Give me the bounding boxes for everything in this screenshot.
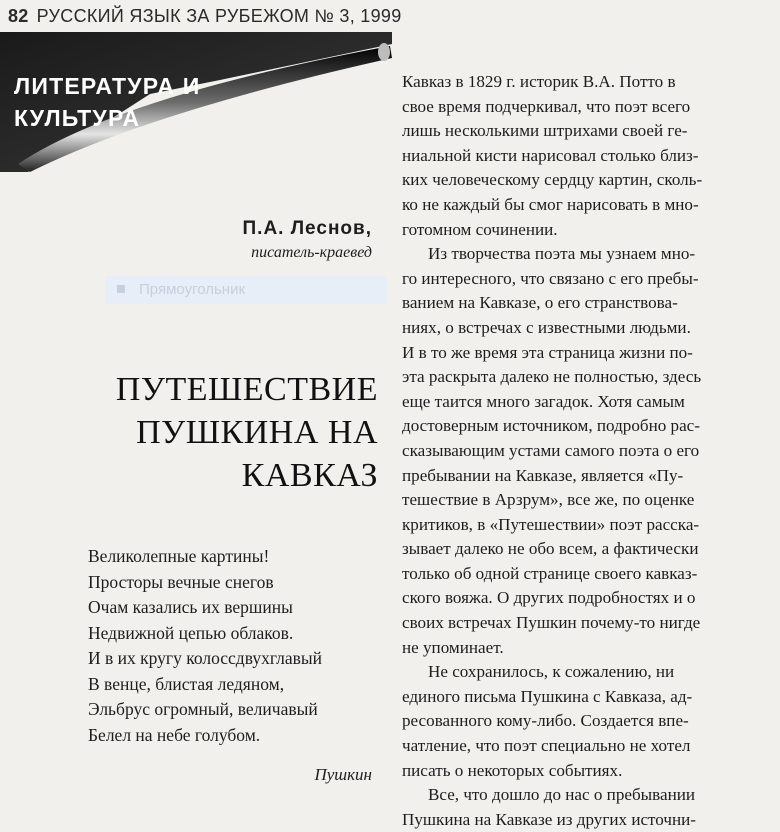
epigraph-attribution: Пушкин [314,765,372,784]
article-body [402,70,772,832]
section-title [14,70,200,134]
body-line: ко не каждый бы смог нарисовать в мно- [402,194,699,214]
poem-line: В венце, блистая ледяном, [88,673,285,694]
body-line: лишь несколькими штрихами своей ге- [402,121,688,141]
poem-line: Просторы вечные снегов [88,571,274,592]
body-line: го интересного, что связано с его пребы- [402,268,699,288]
article-title-line: ПУШКИНА НА [136,414,378,451]
article-title-line: ПУТЕШЕСТВИЕ [115,371,378,408]
body-line: И в то же время эта страница жизни по- [402,342,693,362]
body-line: чатление, что поэт специально не хотел [402,736,691,756]
body-line: Не сохранилось, к сожалению, ни [428,662,675,682]
rectangle-placeholder[interactable] [105,276,387,304]
body-line: зывает далеко не обо всем, а фактически [402,539,699,559]
body-line: Пушкина на Кавказе из других источни- [402,809,696,829]
body-line: ского вояжа. О других подробностях и о [402,588,696,608]
body-line: достоверным источником, подробно рас- [402,416,700,436]
section-banner [0,32,392,172]
poem-line: Великолепные картины! [88,546,270,566]
body-line: сказывающим устами самого поэта о его [402,440,700,460]
body-line: свое время подчеркивал, что поэт всего [402,96,691,116]
article-title-line: КАВКАЗ [241,457,378,494]
body-line: пребывании на Кавказе, является «Пу- [402,465,684,485]
poem-line: Белел на небе голубом. [88,724,261,745]
body-line: Все, что дошло до нас о пребывании [428,785,696,805]
poem-line: Эльбрус огромный, величавый [88,699,318,719]
body-line: своих встречах Пушкин почему-то нигде [402,613,701,633]
running-head [8,6,768,27]
body-line: единого письма Пушкина с Кавказа, ад- [402,686,693,706]
body-line: писать о некоторых событиях. [402,760,623,780]
author-name: П.А. Леснов, [242,218,372,239]
body-line: ресованного кому-либо. Создается впе- [402,711,689,731]
poem-line: Очам казались их вершины [88,597,293,617]
body-line: ванием на Кавказе, о его странствова- [402,293,678,313]
body-line: только об одной странице своего кавказ- [402,563,698,583]
body-line: Из творчества поэта мы узнаем мно- [428,244,696,264]
section-title-line: КУЛЬТУРА [14,105,141,131]
body-line: ниальной кисти нарисовал столько близ- [402,145,699,165]
journal-title: РУССКИЙ ЯЗЫК ЗА РУБЕЖОМ № 3, 1999 [36,6,402,26]
page-number: 82 [8,6,29,26]
body-line: еще таится много загадок. Хотя самым [402,391,685,411]
body-line: эта раскрыта далеко не полностью, здесь [402,367,702,387]
epigraph-poem [88,544,322,748]
author-block [243,218,372,262]
poem-line: Недвижной цепью облаков. [88,622,294,643]
square-icon [117,285,125,293]
placeholder-label: Прямоугольник [139,281,246,298]
body-line: ниях, о встречах с известными людьми. [402,317,691,337]
poem-line: И в их кругу колоссдвухглавый [88,648,323,668]
article-title [60,368,378,497]
author-role: писатель-краевед [251,244,372,261]
section-title-line: ЛИТЕРАТУРА И [14,73,201,99]
body-line: Кавказ в 1829 г. историк В.А. Потто в [402,72,676,91]
body-line: ких человеческому сердцу картин, сколь- [402,170,703,190]
body-line: не упоминает. [402,637,504,657]
body-line: критиков, в «Путешествии» поэт расска- [402,514,700,534]
body-line: тешествие в Арзрум», все же, по оценке [402,490,695,510]
body-line: готомном сочинении. [402,219,558,239]
